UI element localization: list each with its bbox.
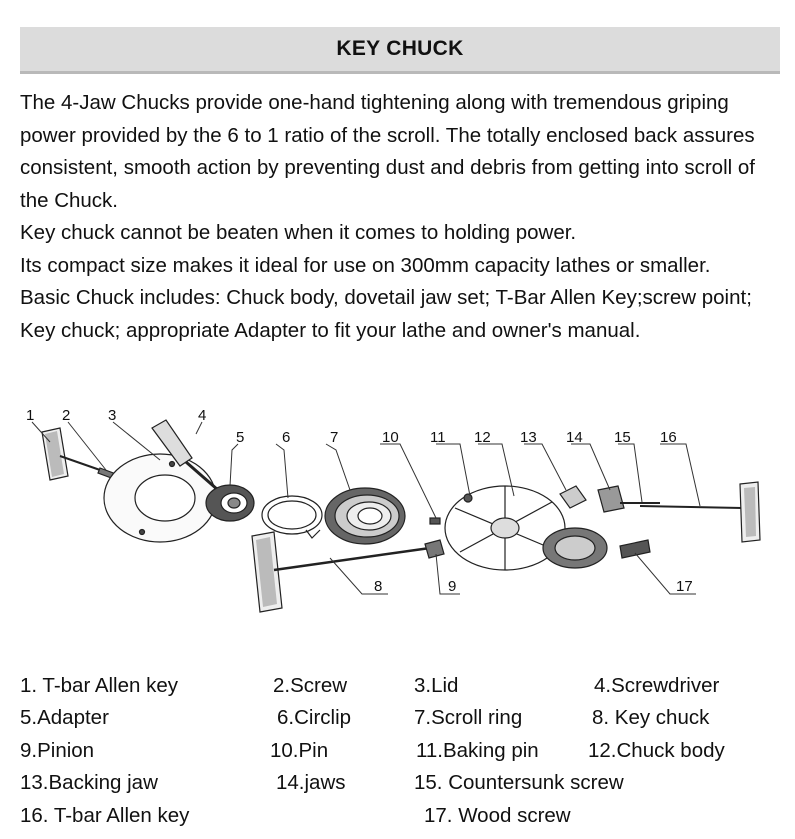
callout-10: 10 — [382, 429, 399, 446]
legend-item: 3.Lid — [414, 674, 459, 697]
circlip-illustration — [262, 496, 322, 538]
baking-pin-illustration — [464, 494, 472, 502]
callout-2: 2 — [62, 407, 71, 424]
callout-8: 8 — [374, 578, 383, 595]
paragraph: Basic Chuck includes: Chuck body, dovetail jaw set; T-Bar Allen Key;screw point; Key chuck; appropriate Adapter to fit your lathe and owner's manual. — [20, 286, 752, 342]
t-bar-allen-key-right-illustration — [640, 482, 760, 542]
callout-12: 12 — [474, 429, 491, 446]
paragraph: Key chuck cannot be beaten when it comes to holding power. — [20, 221, 577, 244]
callout-17: 17 — [676, 578, 693, 595]
legend-item: 10.Pin — [270, 739, 329, 762]
legend-item: 7.Scroll ring — [414, 706, 523, 729]
legend-item: 13.Backing jaw — [20, 771, 158, 794]
legend-item: 9.Pinion — [20, 739, 95, 762]
adapter-illustration — [206, 485, 254, 521]
callout-14: 14 — [566, 429, 583, 446]
section-header — [20, 27, 780, 74]
callout-9: 9 — [448, 578, 457, 595]
legend-item: 8. Key chuck — [592, 706, 710, 729]
callout-16: 16 — [660, 429, 677, 446]
callout-4: 4 — [198, 407, 207, 424]
legend-item: 16. T-bar Allen key — [20, 804, 190, 827]
lid-illustration — [104, 454, 216, 542]
paragraph: The 4-Jaw Chucks provide one-hand tightening along with tremendous griping power provided by the 6 to 1 ratio of the scroll. The totally enclosed back assures consistent, smooth action by preventing dust and debris from getting into scroll of the Chuck. — [20, 91, 755, 212]
legend-item: 17. Wood screw — [424, 804, 571, 827]
callout-11: 11 — [430, 429, 446, 446]
callout-3: 3 — [108, 407, 117, 424]
pin-illustration — [430, 518, 440, 524]
legend-item: 1. T-bar Allen key — [20, 674, 179, 697]
paragraph: Its compact size makes it ideal for use on 300mm capacity lathes or smaller. — [20, 253, 711, 277]
pinion-illustration — [425, 540, 444, 558]
callout-6: 6 — [282, 429, 291, 446]
legend-item: 14.jaws — [276, 771, 346, 794]
wood-screw-illustration — [620, 540, 650, 558]
scroll-ring-illustration — [325, 488, 405, 544]
legend-item: 2.Screw — [273, 674, 348, 697]
t-bar-allen-key-left-illustration — [42, 428, 100, 480]
callout-1: 1 — [26, 407, 35, 424]
legend-item: 12.Chuck body — [588, 739, 725, 762]
page-title: KEY CHUCK — [336, 37, 464, 60]
key-chuck-illustration — [252, 532, 430, 612]
backing-jaw-illustration — [560, 486, 586, 508]
legend-item: 5.Adapter — [20, 706, 109, 729]
callout-5: 5 — [236, 429, 245, 446]
jaws-illustration — [598, 486, 624, 512]
callout-7: 7 — [330, 429, 339, 446]
legend-item: 15. Countersunk screw — [414, 771, 624, 794]
exploded-view-diagram — [20, 398, 780, 613]
callout-13: 13 — [520, 429, 537, 446]
legend-item: 6.Circlip — [277, 706, 352, 729]
jaw-set-illustration — [543, 528, 607, 568]
legend-item: 11.Baking pin — [416, 739, 539, 762]
parts-legend — [0, 670, 795, 835]
callout-15: 15 — [614, 429, 631, 446]
description — [20, 87, 785, 347]
legend-item: 4.Screwdriver — [594, 674, 720, 697]
